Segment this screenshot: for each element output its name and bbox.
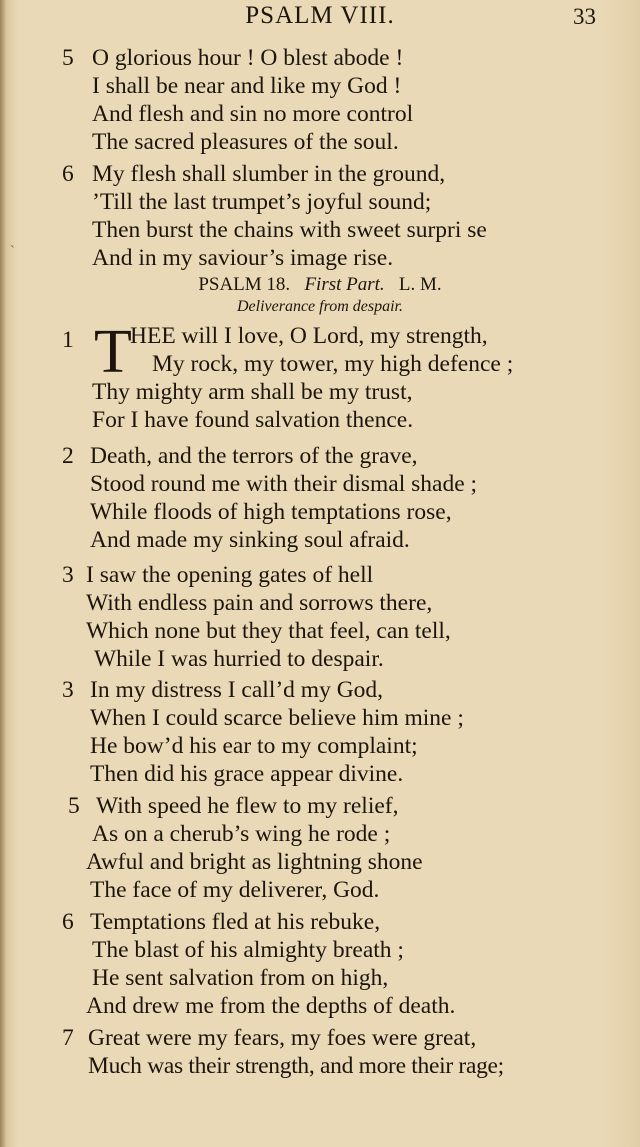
stanza-number: 5 — [68, 793, 80, 819]
verse-line: The face of my deliverer, God. — [90, 877, 380, 903]
psalm-meter: L. M. — [398, 274, 442, 295]
psalm-part: First Part. — [304, 274, 385, 295]
verse-line: Then burst the chains with sweet surpri se — [92, 217, 487, 243]
verse-line: Temptations fled at his rebuke, — [90, 909, 381, 935]
stanza-number: 2 — [62, 443, 74, 469]
psalm-title: PSALM 18. — [198, 274, 291, 295]
verse-line: For I have found salvation thence. — [92, 407, 414, 433]
verse-line: I shall be near and like my God ! — [92, 73, 402, 99]
running-head-title: PSALM VIII. — [245, 2, 395, 29]
stanza-number: 1 — [62, 327, 74, 353]
verse-line: Then did his grace appear divine. — [90, 761, 404, 787]
verse-line: The blast of his almighty breath ; — [92, 937, 404, 963]
stanza-number: 3 — [62, 677, 74, 703]
verse-line: While floods of high temptations rose, — [90, 499, 452, 525]
verse-line: He bow’d his ear to my complaint; — [90, 733, 418, 759]
verse-line: My rock, my tower, my high defence ; — [152, 351, 514, 377]
stanza-number: 3 — [62, 562, 74, 588]
verse-line: My flesh shall slumber in the ground, — [92, 161, 446, 187]
psalm-heading — [0, 273, 640, 297]
stanza-number: 6 — [62, 909, 74, 935]
verse-line: I saw the opening gates of hell — [86, 562, 374, 588]
margin-mark: ` — [10, 244, 15, 259]
stanza-number: 7 — [62, 1025, 74, 1051]
verse-line: Much was their strength, and more their rage; — [88, 1053, 504, 1079]
page-number: 33 — [573, 4, 596, 29]
stanza-number: 5 — [62, 45, 74, 71]
verse-line: Which none but they that feel, can tell, — [86, 618, 451, 644]
running-head — [0, 2, 640, 36]
verse-line: ’Till the last trumpet’s joyful sound; — [92, 189, 432, 215]
verse-line: With endless pain and sorrows there, — [86, 590, 433, 616]
verse-line: With speed he flew to my relief, — [96, 793, 399, 819]
drop-cap: T — [94, 318, 132, 386]
verse-line: He sent salvation from on high, — [92, 965, 389, 991]
verse-line: As on a cherub’s wing he rode ; — [92, 821, 391, 847]
verse-line: And flesh and sin no more control — [92, 101, 414, 127]
verse-line: Awful and bright as lightning shone — [86, 849, 423, 875]
stanza-number: 6 — [62, 161, 74, 187]
verse-line: The sacred pleasures of the soul. — [92, 129, 399, 155]
verse-line: Thy mighty arm shall be my trust, — [92, 379, 413, 405]
verse-line: Death, and the terrors of the grave, — [90, 443, 418, 469]
verse-line: In my distress I call’d my God, — [90, 677, 384, 703]
verse-line: Great were my fears, my foes were great, — [88, 1025, 477, 1051]
verse-line: When I could scarce believe him mine ; — [90, 705, 464, 731]
verse-line: While I was hurried to despair. — [94, 646, 384, 672]
verse-line: And made my sinking soul afraid. — [90, 527, 410, 553]
verse-line: O glorious hour ! O blest abode ! — [92, 45, 404, 71]
verse-line: And drew me from the depths of death. — [86, 993, 456, 1019]
verse-line: HEE will I love, O Lord, my strength, — [130, 323, 488, 349]
psalm-subtitle: Deliverance from despair. — [236, 298, 404, 315]
verse-line: And in my saviour’s image rise. — [92, 245, 394, 271]
verse-line: Stood round me with their dismal shade ; — [90, 471, 478, 497]
